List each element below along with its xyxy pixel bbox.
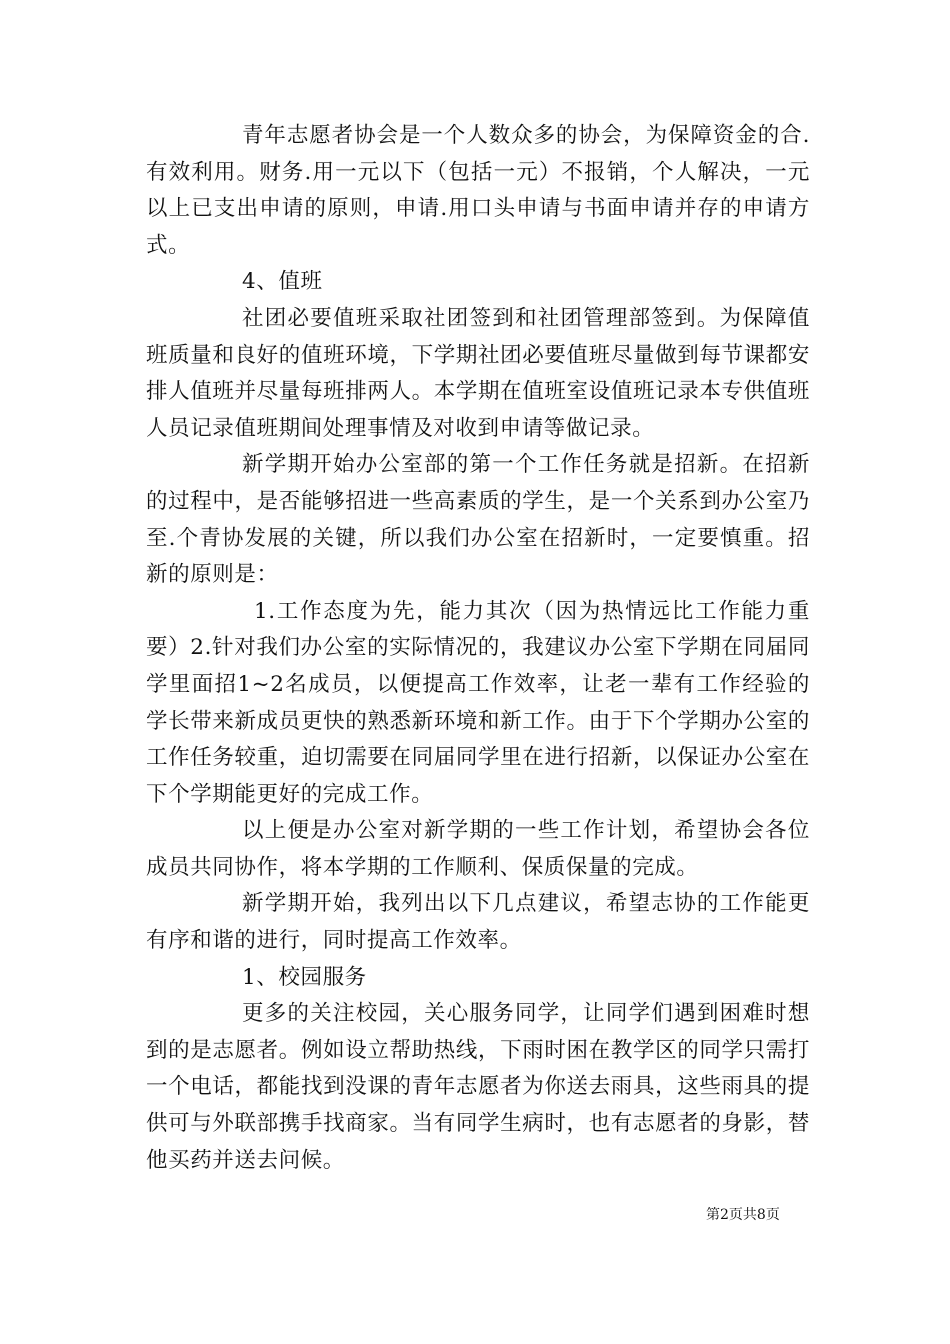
paragraph-suggestions-intro: 新学期开始，我列出以下几点建议，希望志协的工作能更有序和谐的进行，同时提高工作效率。	[146, 891, 810, 954]
heading-campus-service: 1、校园服务	[242, 964, 367, 990]
paragraph-recruitment: 新学期开始办公室部的第一个工作任务就是招新。在招新的过程中，是否能够招进一些高素质的学生，是一个关系到办公室乃至.个青协发展的关键，所以我们办公室在招新时，一定要慎重。招新的原则是：	[146, 452, 810, 588]
page-number: 第2页共8页	[706, 1207, 780, 1223]
paragraph-duty: 社团必要值班采取社团签到和社团管理部签到。为保障值班质量和良好的值班环境，下学期社团必要值班尽量做到每节课都安排人值班并尽量每班排两人。本学期在值班室设值班记录本专供值班人员记录值班期间处理事情及对收到申请等做记录。	[146, 305, 810, 441]
paragraph-funding: 青年志愿者协会是一个人数众多的协会，为保障资金的合.有效利用。财务.用一元以下（包括一元）不报销，个人解决，一元以上已支出申请的原则，申请.用口头申请与书面申请并存的申请方式。	[146, 123, 810, 258]
document-body	[146, 118, 810, 1179]
paragraph-campus-service: 更多的关注校园，关心服务同学，让同学们遇到困难时想到的是志愿者。例如设立帮助热线，下雨时困在教学区的同学只需打一个电话，都能找到没课的青年志愿者为你送去雨具，这些雨具的提供可与外联部携手找商家。当有同学生病时，也有志愿者的身影，替他买药并送去问候。	[146, 1001, 810, 1173]
paragraph-plan-summary: 以上便是办公室对新学期的一些工作计划，希望协会各位成员共同协作，将本学期的工作顺利、保质保量的完成。	[146, 818, 810, 880]
paragraph-recruitment-principles: 1.工作态度为先，能力其次（因为热情远比工作能力重要）2.针对我们办公室的实际情况的，我建议办公室下学期在同届同学里面招1~2名成员，以便提高工作效率，让老一辈有工作经验的学长带来新成员更快的熟悉新环境和新工作。由于下个学期办公室的工作任务较重，迫切需要在同届同学里在进行招新，以保证办公室在下个学期能更好的完成工作。	[146, 598, 810, 807]
heading-duty: 4、值班	[242, 269, 323, 295]
